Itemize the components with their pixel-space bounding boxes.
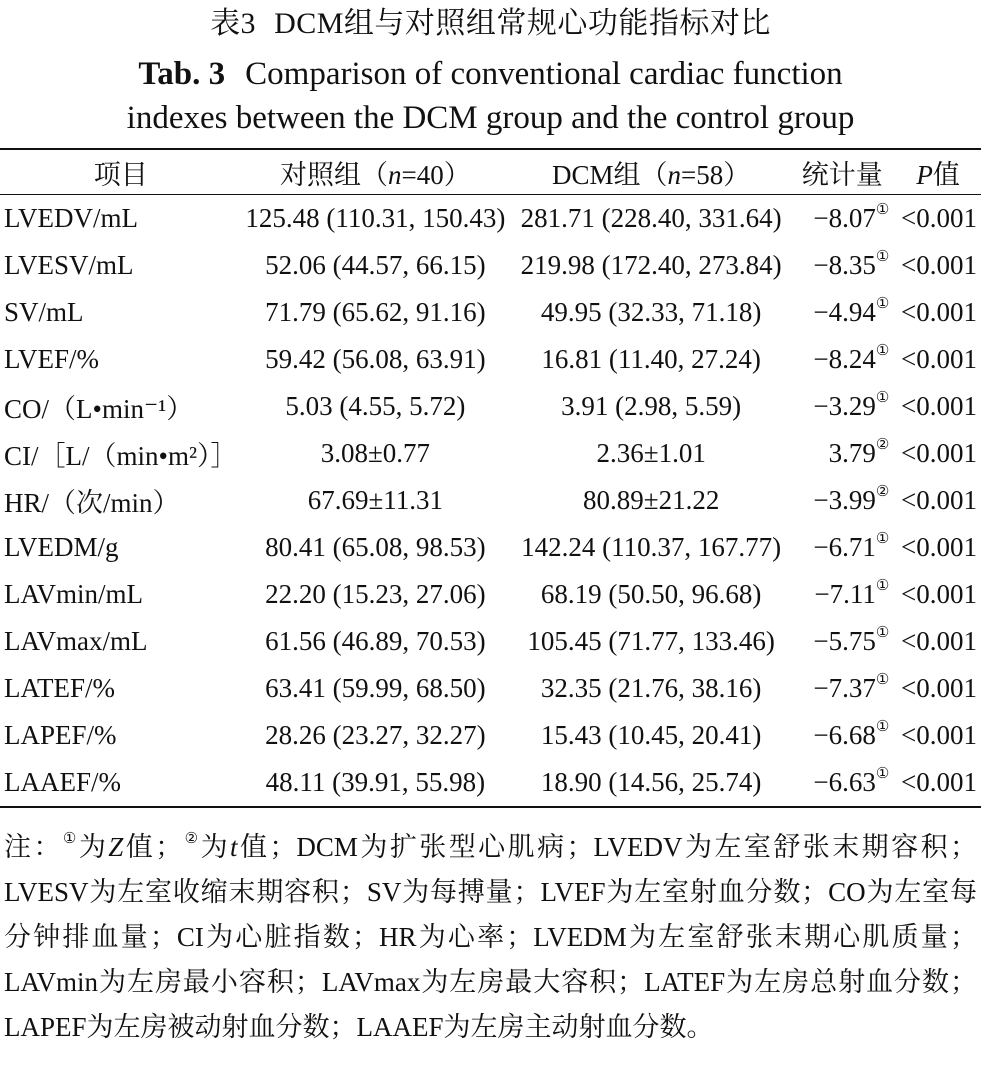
cell-item: LVEDM/g bbox=[4, 532, 119, 562]
cell-p-value: <0.001 bbox=[901, 673, 977, 703]
caption-en-line1: Comparison of conventional cardiac function bbox=[245, 56, 843, 92]
cell-dcm: 80.89±21.22 bbox=[583, 485, 720, 515]
cell-control: 28.26 (23.27, 32.27) bbox=[265, 720, 486, 750]
table-row bbox=[0, 430, 981, 477]
cell-dcm: 32.35 (21.76, 38.16) bbox=[540, 673, 762, 703]
statistic-value: −6.71 bbox=[813, 532, 876, 562]
statistic-mark: ② bbox=[875, 484, 890, 500]
cell-statistic bbox=[789, 430, 895, 477]
table-row bbox=[0, 336, 981, 383]
note-z: Z bbox=[108, 832, 124, 862]
cell-item: LAVmax/mL bbox=[4, 626, 148, 656]
cell-p-value: <0.001 bbox=[901, 250, 977, 280]
cell-control: 48.11 (39.91, 55.98) bbox=[238, 759, 514, 807]
table-row bbox=[0, 759, 981, 807]
table-row bbox=[0, 242, 981, 289]
statistic-value: −3.29 bbox=[813, 391, 876, 421]
table-row bbox=[0, 195, 981, 243]
cell-dcm: 219.98 (172.40, 273.84) bbox=[520, 250, 782, 280]
header-statistic: 统计量 bbox=[789, 149, 895, 195]
table-row bbox=[0, 383, 981, 430]
cell-p-value: <0.001 bbox=[901, 438, 977, 468]
cell-statistic bbox=[789, 195, 895, 243]
table-caption bbox=[0, 4, 981, 140]
statistic-value: −7.37 bbox=[813, 673, 876, 703]
cell-control: 125.48 (110.31, 150.43) bbox=[245, 203, 506, 233]
cell-statistic bbox=[789, 618, 895, 665]
table-row bbox=[0, 712, 981, 759]
cell-p-value: <0.001 bbox=[901, 203, 977, 233]
table-row bbox=[0, 524, 981, 571]
statistic-mark: ① bbox=[875, 672, 890, 688]
cell-dcm: 49.95 (32.33, 71.18) bbox=[540, 297, 762, 327]
statistic-mark: ① bbox=[875, 766, 890, 782]
cell-statistic bbox=[789, 571, 895, 618]
cell-item: HR/（次/min） bbox=[4, 488, 180, 518]
cell-item: SV/mL bbox=[4, 297, 84, 327]
cell-dcm: 105.45 (71.77, 133.46) bbox=[527, 626, 775, 656]
table-note bbox=[0, 820, 981, 1050]
cell-control: 22.20 (15.23, 27.06) bbox=[265, 579, 486, 609]
cell-statistic bbox=[789, 477, 895, 524]
cell-item: LAAEF/% bbox=[0, 759, 238, 807]
cell-control: 52.06 (44.57, 66.15) bbox=[265, 250, 486, 280]
comparison-table bbox=[0, 148, 981, 808]
cell-control: 63.41 (59.99, 68.50) bbox=[265, 673, 486, 703]
note-mark-2: ② bbox=[182, 831, 201, 847]
header-dcm-pre: DCM组（ bbox=[552, 159, 668, 190]
caption-cn-title: DCM组与对照组常规心功能指标对比 bbox=[274, 7, 771, 40]
cell-statistic bbox=[789, 336, 895, 383]
header-p-post: 值 bbox=[932, 159, 960, 190]
cell-statistic bbox=[789, 712, 895, 759]
statistic-value: −7.11 bbox=[814, 579, 876, 609]
cell-p-value: <0.001 bbox=[901, 532, 977, 562]
cell-control: 59.42 (56.08, 63.91) bbox=[265, 344, 486, 374]
cell-dcm: 15.43 (10.45, 20.41) bbox=[540, 720, 762, 750]
table-body bbox=[0, 195, 981, 808]
cell-p-value: <0.001 bbox=[901, 626, 977, 656]
statistic-mark: ② bbox=[875, 437, 890, 453]
statistic-value: 3.79 bbox=[828, 438, 876, 468]
cell-p-value: <0.001 bbox=[901, 344, 977, 374]
caption-en-line2: indexes between the DCM group and the control group bbox=[126, 100, 855, 136]
table-row bbox=[0, 289, 981, 336]
cell-p-value: <0.001 bbox=[901, 391, 977, 421]
cell-p-value: <0.001 bbox=[895, 759, 981, 807]
cell-item: CO/（L•min⁻¹） bbox=[4, 394, 194, 424]
cell-p-value: <0.001 bbox=[901, 720, 977, 750]
cell-control: 61.56 (46.89, 70.53) bbox=[265, 626, 486, 656]
cell-p-value: <0.001 bbox=[901, 485, 977, 515]
cell-statistic bbox=[789, 524, 895, 571]
statistic-mark: ① bbox=[875, 625, 890, 641]
statistic-mark: ① bbox=[875, 719, 890, 735]
header-dcm bbox=[513, 149, 789, 195]
cell-dcm: 68.19 (50.50, 96.68) bbox=[540, 579, 762, 609]
header-control-pre: 对照组（ bbox=[280, 159, 389, 190]
caption-english bbox=[0, 52, 981, 140]
statistic-value: −5.75 bbox=[813, 626, 876, 656]
cell-control: 80.41 (65.08, 98.53) bbox=[265, 532, 486, 562]
table-row bbox=[0, 618, 981, 665]
note-text-1: 为 bbox=[78, 832, 109, 862]
statistic-mark: ① bbox=[875, 249, 890, 265]
table-header-row bbox=[0, 149, 981, 195]
cell-dcm: 142.24 (110.37, 167.77) bbox=[521, 532, 782, 562]
cell-dcm: 16.81 (11.40, 27.24) bbox=[541, 344, 761, 374]
cell-dcm: 2.36±1.01 bbox=[596, 438, 706, 468]
cell-control: 5.03 (4.55, 5.72) bbox=[285, 391, 466, 421]
cell-dcm: 18.90 (14.56, 25.74) bbox=[513, 759, 789, 807]
header-p-value bbox=[895, 149, 981, 195]
cell-item: LVEF/% bbox=[4, 344, 100, 374]
table-row bbox=[0, 571, 981, 618]
statistic-value: −6.63 bbox=[813, 767, 876, 797]
note-mark-1: ① bbox=[62, 831, 79, 847]
statistic-value: −3.99 bbox=[813, 485, 876, 515]
caption-en-label: Tab. 3 bbox=[138, 56, 226, 92]
table-row bbox=[0, 665, 981, 712]
cell-control: 3.08±0.77 bbox=[320, 438, 431, 468]
caption-chinese bbox=[0, 4, 981, 44]
header-dcm-n: n bbox=[667, 159, 682, 190]
statistic-value: −8.24 bbox=[813, 344, 876, 374]
caption-cn-number: 表3 bbox=[210, 7, 257, 40]
statistic-mark: ① bbox=[875, 296, 890, 312]
statistic-value: −8.35 bbox=[813, 250, 876, 280]
cell-item: LVESV/mL bbox=[4, 250, 134, 280]
statistic-mark: ① bbox=[875, 343, 890, 359]
cell-item: LATEF/% bbox=[4, 673, 115, 703]
cell-control: 67.69±11.31 bbox=[307, 485, 444, 515]
cell-p-value: <0.001 bbox=[901, 579, 977, 609]
note-text-2: 值； bbox=[123, 832, 183, 862]
cell-item: LVEDV/mL bbox=[4, 203, 138, 233]
statistic-mark: ① bbox=[875, 202, 890, 218]
statistic-value: −4.94 bbox=[813, 297, 876, 327]
header-item: 项目 bbox=[0, 149, 238, 195]
cell-statistic bbox=[789, 289, 895, 336]
header-control-post: =40） bbox=[401, 159, 471, 190]
note-t: t bbox=[230, 832, 238, 862]
cell-statistic bbox=[789, 383, 895, 430]
cell-item: LAPEF/% bbox=[4, 720, 117, 750]
statistic-mark: ① bbox=[875, 531, 890, 547]
statistic-mark: ① bbox=[875, 578, 890, 594]
cell-p-value: <0.001 bbox=[901, 297, 977, 327]
cell-statistic bbox=[789, 242, 895, 289]
cell-item: LAVmin/mL bbox=[4, 579, 144, 609]
cell-dcm: 3.91 (2.98, 5.59) bbox=[561, 391, 742, 421]
cell-dcm: 281.71 (228.40, 331.64) bbox=[520, 203, 782, 233]
cell-statistic bbox=[789, 759, 895, 807]
header-dcm-post: =58） bbox=[681, 159, 751, 190]
cell-item: CI/［L/（min•m²）］ bbox=[4, 441, 238, 471]
note-rest: 值；DCM为扩张型心肌病；LVEDV为左室舒张末期容积；LVESV为左室收缩末期容积；SV为每搏量；LVEF为左室射血分数；CO为左室每分钟排血量；CI为心脏指数；HR为心率；LVEDM为左室舒张末期心肌质量；LAVmin为左房最小容积；LAVmax为左房最大容积；LATEF为左房总射血分数；LAPEF为左房被动射血分数；LAAEF为左房主动射血分数。 bbox=[4, 832, 978, 1042]
header-control-n: n bbox=[388, 159, 402, 190]
statistic-value: −6.68 bbox=[813, 720, 876, 750]
header-p-italic: P bbox=[916, 159, 933, 190]
note-label: 注： bbox=[4, 832, 63, 862]
note-text-3: 为 bbox=[200, 832, 231, 862]
statistic-value: −8.07 bbox=[813, 203, 876, 233]
cell-control: 71.79 (65.62, 91.16) bbox=[265, 297, 486, 327]
statistic-mark: ① bbox=[875, 390, 890, 406]
table-row bbox=[0, 477, 981, 524]
header-control bbox=[238, 149, 514, 195]
cell-statistic bbox=[789, 665, 895, 712]
